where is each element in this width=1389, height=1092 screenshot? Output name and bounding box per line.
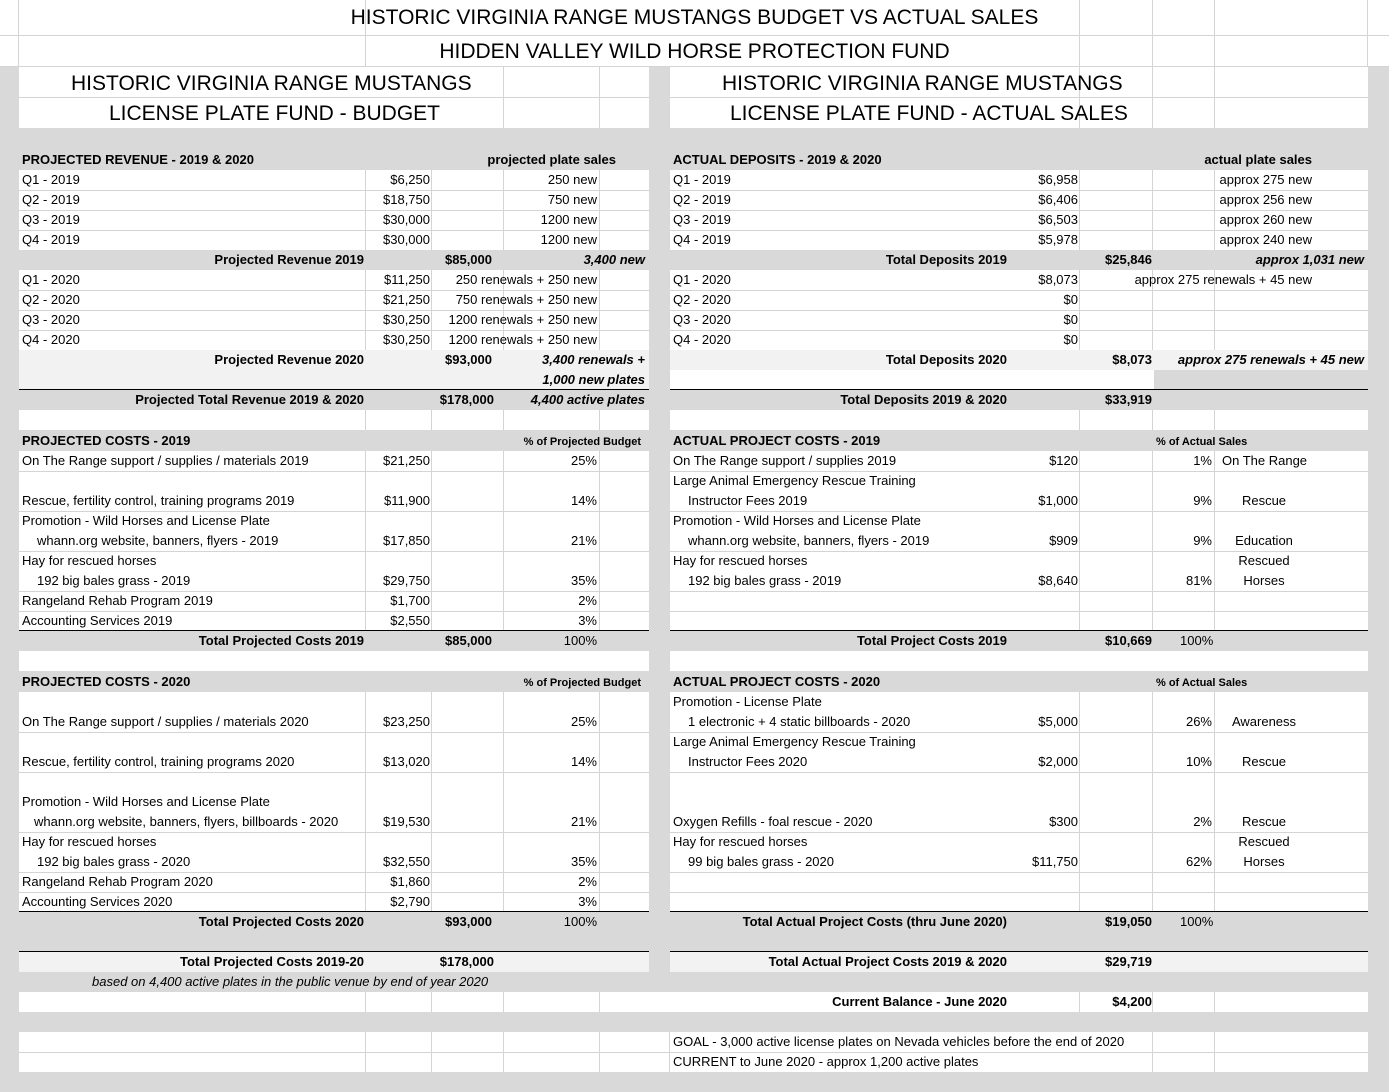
ac20-hay-pct: 62%: [1185, 854, 1212, 869]
page-subtitle: HIDDEN VALLEY WILD HORSE PROTECTION FUND: [439, 40, 950, 63]
ac20-oxygen-label: Oxygen Refills - foal rescue - 2020: [673, 814, 873, 829]
pc20-rescue-label: Rescue, fertility control, training programs 2020: [22, 754, 295, 769]
dep-q4-2019-label: Q4 - 2019: [673, 232, 731, 247]
pc19-promo-pct: 21%: [570, 533, 597, 548]
ac20-training-pct: 10%: [1185, 754, 1212, 769]
dep-q4-2019-amount: $5,978: [1038, 232, 1078, 247]
pc19-total-amount: $85,000: [445, 633, 492, 648]
pc20-range-label: On The Range support / supplies / materials 2020: [22, 714, 309, 729]
pc20-hay-pct: 35%: [570, 854, 597, 869]
dep-q4-2020-amount: $0: [1063, 332, 1078, 347]
projected-revenue-title: PROJECTED REVENUE - 2019 & 2020: [22, 152, 254, 167]
title-band: [0, 0, 1389, 36]
rev-q2-2020-amount: $21,250: [383, 292, 430, 307]
pc20-promo-pct: 21%: [570, 814, 597, 829]
page-title: HISTORIC VIRGINIA RANGE MUSTANGS BUDGET VS ACTUAL SALES: [350, 6, 1039, 29]
total-deposits-2020-amount: $8,073: [1112, 352, 1152, 367]
rev-q3-2020-label: Q3 - 2020: [22, 312, 80, 327]
total-deposits-2020-note: approx 275 renewals + 45 new: [1177, 352, 1364, 367]
ac19-range-category: On The Range: [1222, 453, 1308, 468]
dep-q1-2020-label: Q1 - 2020: [673, 272, 731, 287]
ac19-hay-category-2: Horses: [1243, 573, 1285, 588]
goal-note: GOAL - 3,000 active license plates on Nevada vehicles before the end of 2020: [673, 1034, 1125, 1049]
rev-q2-2019-label: Q2 - 2019: [22, 192, 80, 207]
ac19-training-label: Instructor Fees 2019: [688, 493, 808, 508]
pc19-promo-heading: Promotion - Wild Horses and License Plate: [22, 513, 270, 528]
pc19-hay-heading: Hay for rescued horses: [22, 553, 157, 568]
rev-q1-2020-amount: $11,250: [383, 272, 430, 287]
rev-q2-2019-amount: $18,750: [383, 192, 430, 207]
rev-q4-2020-amount: $30,250: [383, 332, 430, 347]
ac19-total-label: Total Project Costs 2019: [856, 633, 1007, 648]
ac19-training-category: Rescue: [1241, 493, 1287, 508]
projected-total-revenue-note: 4,400 active plates: [530, 392, 645, 407]
pc20-hay-amount: $32,550: [383, 854, 430, 869]
current-plates-note: CURRENT to June 2020 - approx 1,200 active plates: [673, 1054, 979, 1069]
pc19-hay-pct: 35%: [570, 573, 597, 588]
actual-heading-box: [670, 67, 1368, 128]
rev-q1-2019-note: 250 new: [547, 172, 597, 187]
pc20-accounting-amount: $2,790: [390, 894, 430, 909]
projected-costs-basis-note: based on 4,400 active plates in the public venue by end of year 2020: [92, 974, 489, 989]
ac20-oxygen-amount: $300: [1049, 814, 1078, 829]
projected-costs-2020-pct-header: % of Projected Budget: [523, 677, 641, 689]
ac19-training-amount: $1,000: [1038, 493, 1078, 508]
ac20-hay-heading: Hay for rescued horses: [673, 834, 808, 849]
dep-q4-2019-note: approx 240 new: [1219, 232, 1312, 247]
total-deposits-label: Total Deposits 2019 & 2020: [840, 392, 1007, 407]
ac20-training-heading: Large Animal Emergency Rescue Training: [673, 734, 916, 749]
pc19-rescue-label: Rescue, fertility control, training programs 2019: [22, 493, 295, 508]
pc19-accounting-pct: 3%: [578, 613, 597, 628]
ac20-oxygen-category: Rescue: [1241, 814, 1287, 829]
pc19-rehab-amount: $1,700: [390, 593, 430, 608]
ac20-billboards-amount: $5,000: [1038, 714, 1078, 729]
pc19-hay-label: 192 big bales grass - 2019: [37, 573, 191, 588]
ac19-hay-heading: Hay for rescued horses: [673, 553, 808, 568]
budget-heading-2: LICENSE PLATE FUND - BUDGET: [109, 102, 440, 125]
dep-q2-2019-note: approx 256 new: [1219, 192, 1312, 207]
dep-q1-2019-note: approx 275 new: [1219, 172, 1312, 187]
total-deposits-amount: $33,919: [1105, 392, 1152, 407]
projected-total-revenue-label: Projected Total Revenue 2019 & 2020: [135, 392, 364, 407]
rev-q4-2019-note: 1200 new: [540, 232, 597, 247]
ac19-promo-pct: 9%: [1193, 533, 1212, 548]
dep-q1-2020-amount: $8,073: [1038, 272, 1078, 287]
ac19-total-amount: $10,669: [1105, 633, 1152, 648]
rev-q4-2020-label: Q4 - 2020: [22, 332, 80, 347]
actual-plate-sales-header: actual plate sales: [1204, 152, 1312, 167]
ac19-hay-category-1: Rescued: [1238, 553, 1290, 568]
projected-revenue-2019-note: 3,400 new: [583, 252, 645, 267]
total-projected-costs-amount: $178,000: [439, 954, 494, 969]
total-deposits-2020-label: Total Deposits 2020: [885, 352, 1007, 367]
budget-heading-box: [19, 67, 649, 128]
ac20-oxygen-pct: 2%: [1193, 814, 1212, 829]
projected-total-revenue-amount: $178,000: [439, 392, 494, 407]
pc19-range-pct: 25%: [570, 453, 597, 468]
pc19-accounting-label: Accounting Services 2019: [22, 613, 173, 628]
ac19-promo-heading: Promotion - Wild Horses and License Plate: [673, 513, 921, 528]
rev-q3-2020-amount: $30,250: [383, 312, 430, 327]
rev-q4-2019-amount: $30,000: [383, 232, 430, 247]
pc19-rescue-pct: 14%: [570, 493, 597, 508]
ac20-training-label: Instructor Fees 2020: [688, 754, 808, 769]
actual-costs-2019-pct-header: % of Actual Sales: [1156, 436, 1248, 448]
dep-q2-2019-amount: $6,406: [1038, 192, 1078, 207]
ac19-total-pct: 100%: [1180, 633, 1214, 648]
rev-q4-2019-label: Q4 - 2019: [22, 232, 80, 247]
projected-plate-sales-header: projected plate sales: [487, 152, 616, 167]
dep-q2-2020-label: Q2 - 2020: [673, 292, 731, 307]
ac19-hay-label: 192 big bales grass - 2019: [688, 573, 842, 588]
pc20-accounting-label: Accounting Services 2020: [22, 894, 173, 909]
ac19-range-pct: 1%: [1193, 453, 1212, 468]
ac19-range-amount: $120: [1049, 453, 1078, 468]
projected-costs-2020-title: PROJECTED COSTS - 2020: [22, 674, 191, 689]
pc20-total-pct: 100%: [563, 914, 597, 929]
ac20-total-pct: 100%: [1180, 914, 1214, 929]
rev-q2-2020-label: Q2 - 2020: [22, 292, 80, 307]
ac20-billboards-pct: 26%: [1185, 714, 1212, 729]
dep-q1-2019-amount: $6,958: [1038, 172, 1078, 187]
actual-costs-2020-title: ACTUAL PROJECT COSTS - 2020: [673, 674, 881, 689]
dep-q1-2020-note: approx 275 renewals + 45 new: [1134, 272, 1312, 287]
ac19-promo-label: whann.org website, banners, flyers - 2019: [688, 533, 930, 548]
ac19-range-label: On The Range support / supplies 2019: [673, 453, 897, 468]
total-projected-costs-label: Total Projected Costs 2019-20: [180, 954, 364, 969]
pc20-rescue-amount: $13,020: [383, 754, 430, 769]
pc19-accounting-amount: $2,550: [390, 613, 430, 628]
dep-q3-2019-amount: $6,503: [1038, 212, 1078, 227]
dep-q2-2019-label: Q2 - 2019: [673, 192, 731, 207]
pc20-rehab-label: Rangeland Rehab Program 2020: [22, 874, 213, 889]
total-deposits-2019-label: Total Deposits 2019: [885, 252, 1007, 267]
ac20-total-label: Total Actual Project Costs (thru June 2020): [742, 914, 1007, 929]
total-actual-costs-amount: $29,719: [1105, 954, 1152, 969]
dep-q3-2019-note: approx 260 new: [1219, 212, 1312, 227]
rev-q3-2019-amount: $30,000: [383, 212, 430, 227]
rev-q1-2019-amount: $6,250: [390, 172, 430, 187]
actual-deposits-title: ACTUAL DEPOSITS - 2019 & 2020: [673, 152, 882, 167]
ac20-hay-category-1: Rescued: [1238, 834, 1290, 849]
rev-q3-2019-note: 1200 new: [540, 212, 597, 227]
subtitle-band: [0, 36, 1389, 67]
rev-q3-2020-note: 1200 renewals + 250 new: [448, 312, 597, 327]
ac20-hay-label: 99 big bales grass - 2020: [688, 854, 834, 869]
projected-revenue-2020-total: $93,000: [445, 352, 492, 367]
pc19-total-label: Total Projected Costs 2019: [198, 633, 364, 648]
current-balance-amount: $4,200: [1112, 994, 1152, 1009]
current-balance-label: Current Balance - June 2020: [832, 994, 1007, 1009]
pc19-total-pct: 100%: [563, 633, 597, 648]
pc19-rehab-pct: 2%: [578, 593, 597, 608]
pc19-promo-label: whann.org website, banners, flyers - 2019: [37, 533, 279, 548]
actual-heading-1: HISTORIC VIRGINIA RANGE MUSTANGS: [722, 72, 1123, 95]
pc20-range-amount: $23,250: [383, 714, 430, 729]
dep-q1-2019-label: Q1 - 2019: [673, 172, 731, 187]
ac19-training-heading: Large Animal Emergency Rescue Training: [673, 473, 916, 488]
pc20-range-pct: 25%: [570, 714, 597, 729]
actual-heading-2: LICENSE PLATE FUND - ACTUAL SALES: [730, 102, 1128, 125]
pc20-hay-heading: Hay for rescued horses: [22, 834, 157, 849]
dep-q2-2020-amount: $0: [1063, 292, 1078, 307]
dep-q3-2020-label: Q3 - 2020: [673, 312, 731, 327]
actual-costs-2020-pct-header: % of Actual Sales: [1156, 677, 1248, 689]
pc19-rescue-amount: $11,900: [383, 493, 430, 508]
dep-q3-2020-amount: $0: [1063, 312, 1078, 327]
pc19-promo-amount: $17,850: [383, 533, 430, 548]
dep-q4-2020-label: Q4 - 2020: [673, 332, 731, 347]
ac20-billboards-label: 1 electronic + 4 static billboards - 2020: [688, 714, 911, 729]
ac20-billboards-category: Awareness: [1231, 714, 1297, 729]
ac20-training-amount: $2,000: [1038, 754, 1078, 769]
pc20-total-label: Total Projected Costs 2020: [198, 914, 364, 929]
actual-costs-2019-title: ACTUAL PROJECT COSTS - 2019: [673, 433, 881, 448]
ac20-total-amount: $19,050: [1105, 914, 1152, 929]
pc20-total-amount: $93,000: [445, 914, 492, 929]
pc20-rehab-pct: 2%: [578, 874, 597, 889]
ac19-hay-pct: 81%: [1185, 573, 1212, 588]
rev-q2-2019-note: 750 new: [547, 192, 597, 207]
projected-revenue-2019-label: Projected Revenue 2019: [214, 252, 364, 267]
pc20-promo-heading: Promotion - Wild Horses and License Plate: [22, 794, 270, 809]
projected-revenue-2019-total: $85,000: [445, 252, 492, 267]
budget-heading-1: HISTORIC VIRGINIA RANGE MUSTANGS: [71, 72, 472, 95]
pc20-accounting-pct: 3%: [578, 894, 597, 909]
pc19-range-amount: $21,250: [383, 453, 430, 468]
ac20-hay-amount: $11,750: [1031, 854, 1078, 869]
dep-q3-2019-label: Q3 - 2019: [673, 212, 731, 227]
ac19-training-pct: 9%: [1193, 493, 1212, 508]
rev-q1-2020-label: Q1 - 2020: [22, 272, 80, 287]
ac19-hay-amount: $8,640: [1038, 573, 1078, 588]
projected-costs-2019-title: PROJECTED COSTS - 2019: [22, 433, 191, 448]
ac20-hay-category-2: Horses: [1243, 854, 1285, 869]
pc20-promo-amount: $19,530: [383, 814, 430, 829]
pc20-hay-label: 192 big bales grass - 2020: [37, 854, 191, 869]
rev-q1-2020-note: 250 renewals + 250 new: [455, 272, 597, 287]
rev-q4-2020-note: 1200 renewals + 250 new: [448, 332, 597, 347]
ac20-promo-heading: Promotion - License Plate: [673, 694, 822, 709]
pc20-promo-label: whann.org website, banners, flyers, billboards - 2020: [34, 814, 339, 829]
pc20-rehab-amount: $1,860: [390, 874, 430, 889]
ac19-promo-category: Education: [1235, 533, 1293, 548]
projected-revenue-2020-label: Projected Revenue 2020: [214, 352, 364, 367]
pc19-range-label: On The Range support / supplies / materials 2019: [22, 453, 309, 468]
rev-q3-2019-label: Q3 - 2019: [22, 212, 80, 227]
projected-revenue-2020-note-2: 1,000 new plates: [542, 372, 645, 387]
pc19-rehab-label: Rangeland Rehab Program 2019: [22, 593, 213, 608]
total-deposits-2019-amount: $25,846: [1105, 252, 1152, 267]
total-deposits-2019-note: approx 1,031 new: [1255, 252, 1364, 267]
ac19-promo-amount: $909: [1049, 533, 1078, 548]
rev-q2-2020-note: 750 renewals + 250 new: [455, 292, 597, 307]
total-actual-costs-label: Total Actual Project Costs 2019 & 2020: [768, 954, 1007, 969]
rev-q1-2019-label: Q1 - 2019: [22, 172, 80, 187]
ac20-training-category: Rescue: [1241, 754, 1287, 769]
projected-revenue-2020-note-1: 3,400 renewals +: [542, 352, 645, 367]
projected-costs-2019-pct-header: % of Projected Budget: [523, 436, 641, 448]
pc20-rescue-pct: 14%: [570, 754, 597, 769]
pc19-hay-amount: $29,750: [383, 573, 430, 588]
